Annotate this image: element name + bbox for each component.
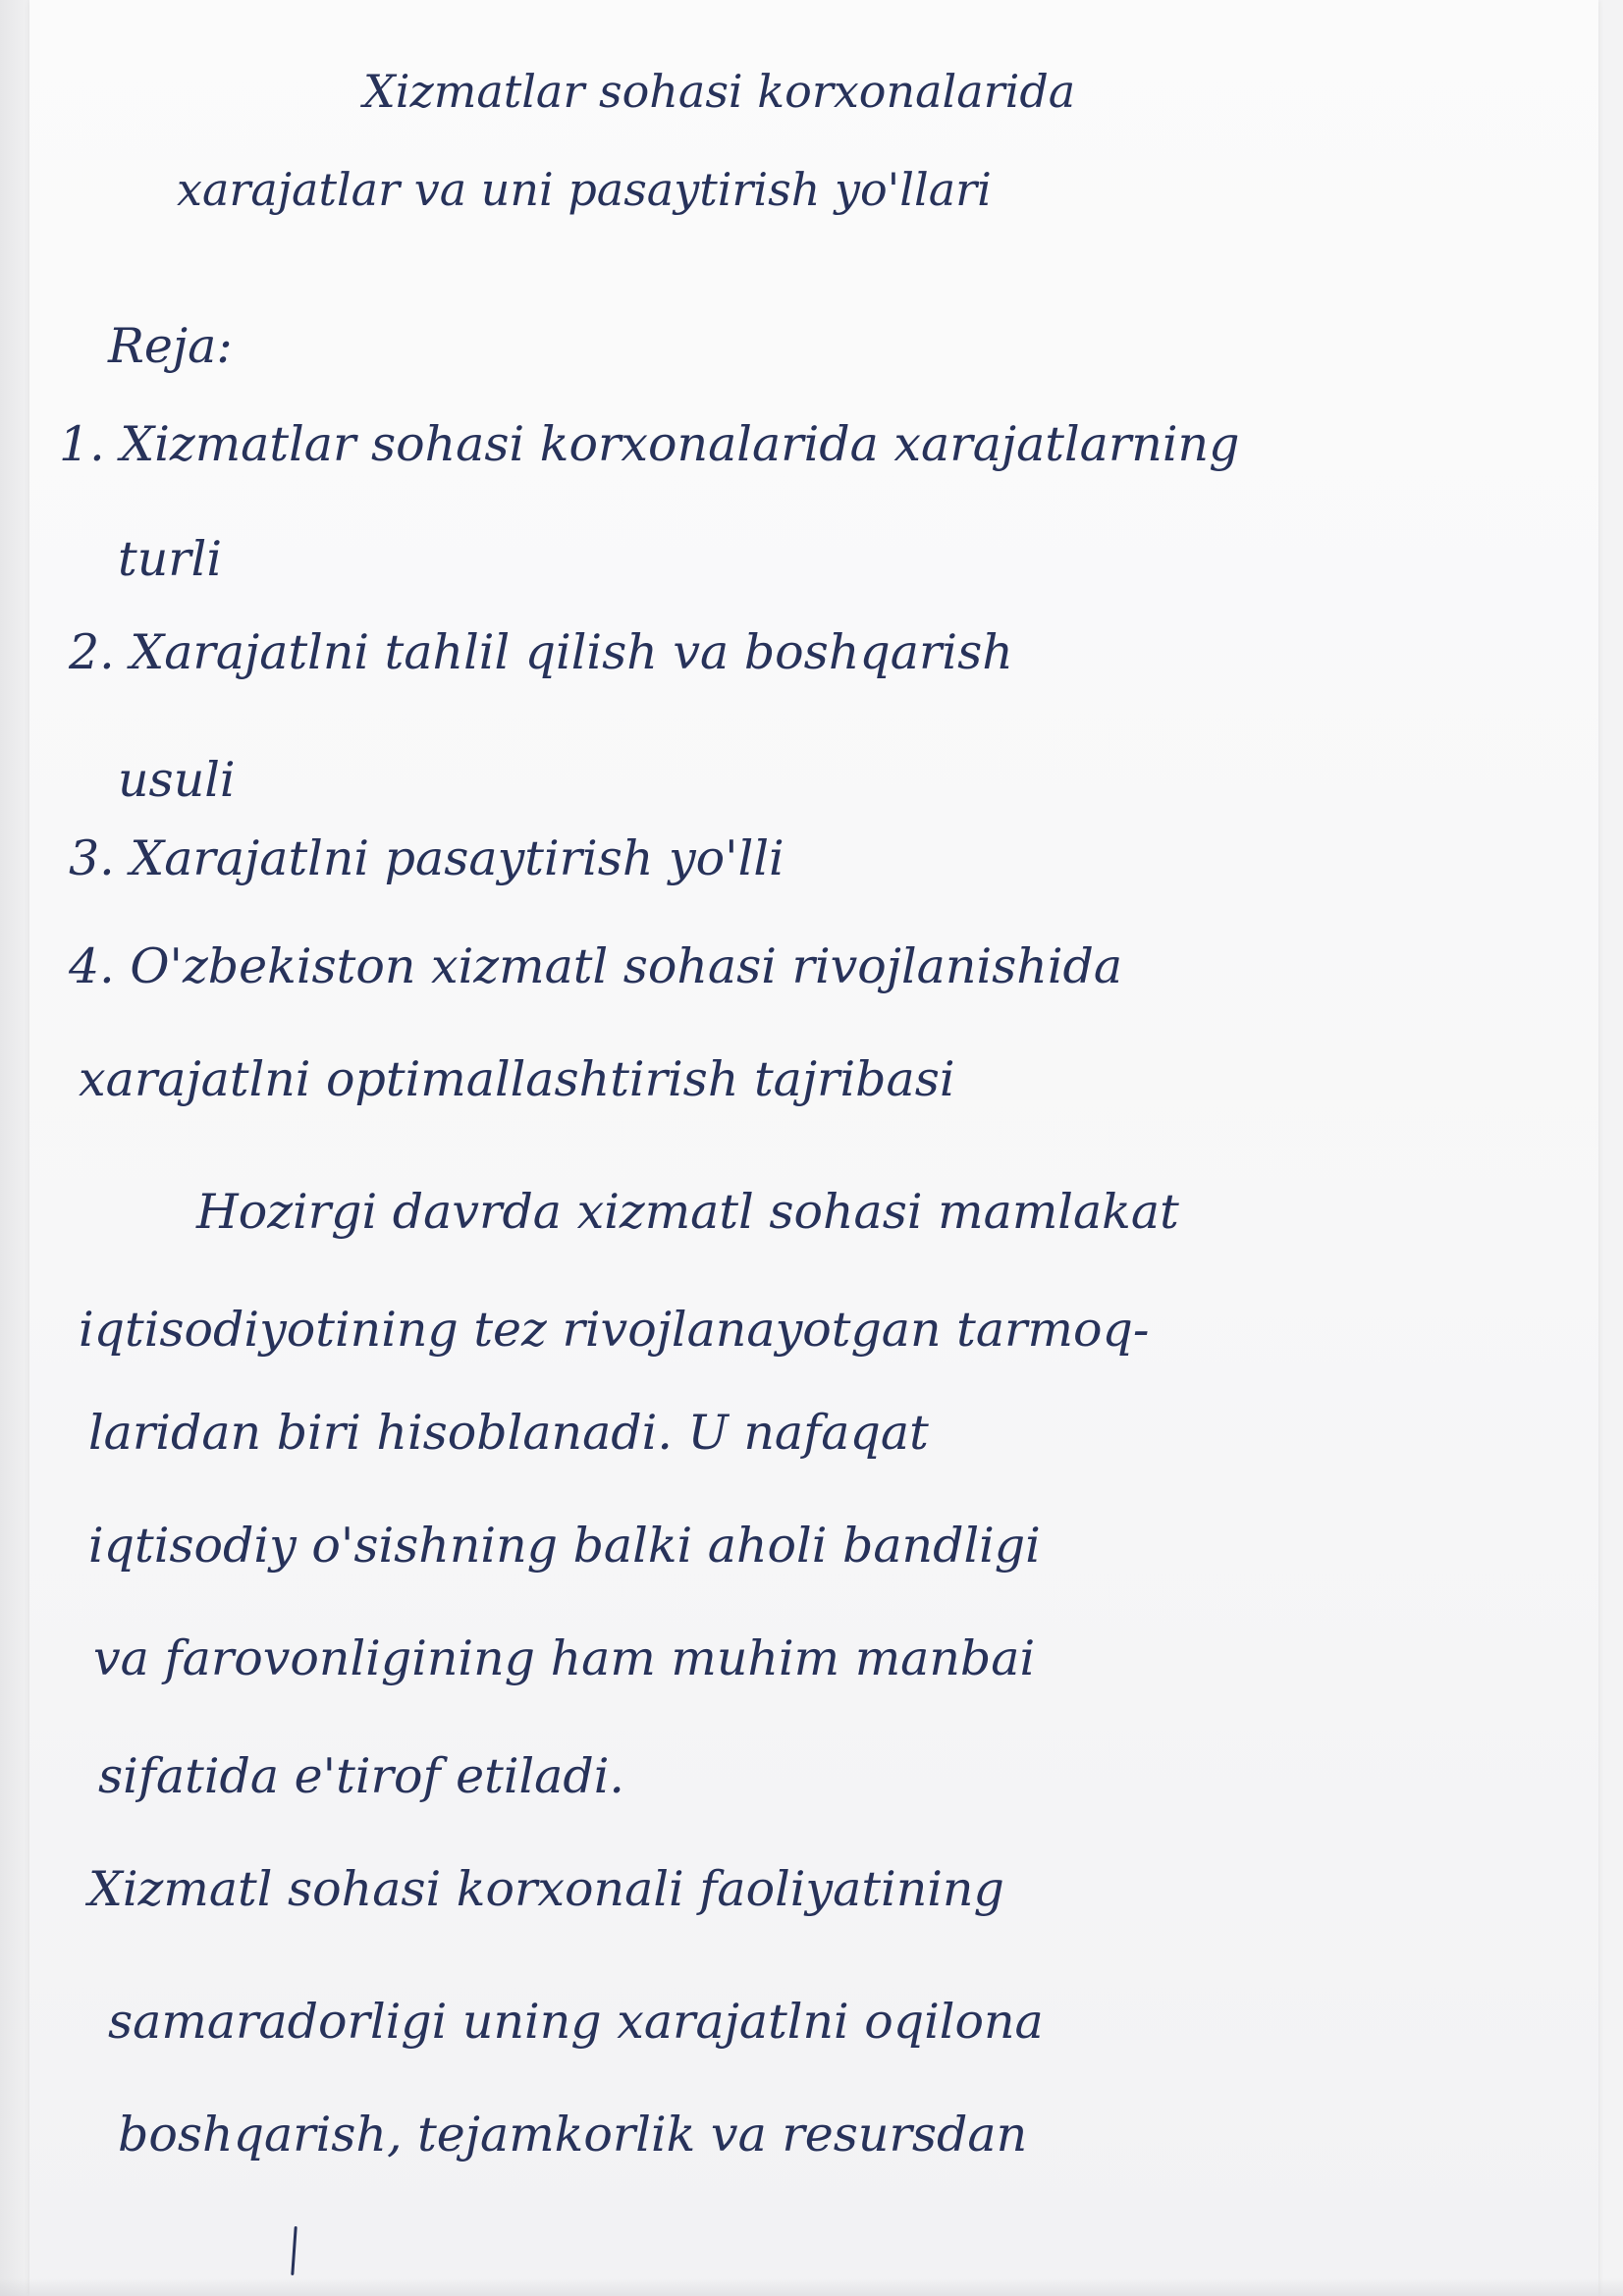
plan-item-2-line-1: 2. Xarajatlni tahlil qilish va boshqarish — [69, 624, 1013, 680]
plan-item-4-line-1: 4. O'zbekiston xizmatl sohasi rivojlanishida — [69, 938, 1123, 994]
paragraph-2-line-1: Xizmatl sohasi korxonali faoliyatining — [88, 1861, 1004, 1917]
plan-item-1-line-2: turli — [118, 531, 223, 587]
plan-item-2-line-2: usuli — [118, 752, 236, 808]
paragraph-1-line-1: Hozirgi davrda xizmatl sohasi mamlakat — [196, 1184, 1179, 1240]
plan-item-1-line-1: 1. Xizmatlar sohasi korxonalarida xarajatlarning — [59, 416, 1240, 472]
title-line-1: Xizmatlar sohasi korxonalarida — [363, 65, 1076, 118]
paragraph-1-line-6: sifatida e'tirof etiladi. — [98, 1748, 625, 1804]
pen-stroke-mark — [291, 2226, 297, 2275]
handwritten-page — [29, 0, 1598, 2296]
plan-item-3: 3. Xarajatlni pasaytirish yo'lli — [69, 830, 784, 886]
title-line-2: xarajatlar va uni pasaytirish yo'llari — [177, 163, 992, 216]
paragraph-1-line-2: iqtisodiyotining tez rivojlanayotgan tarmoq- — [79, 1302, 1150, 1358]
page-bottom-shadow — [0, 2278, 1623, 2296]
plan-item-4-line-2: xarajatlni optimallashtirish tajribasi — [79, 1051, 955, 1107]
paragraph-2-line-3: boshqarish, tejamkorlik va resursdan — [118, 2107, 1028, 2163]
paragraph-1-line-5: va farovonligining ham muhim manbai — [93, 1630, 1036, 1686]
paragraph-2-line-2: samaradorligi uning xarajatlni oqilona — [108, 1994, 1044, 2050]
paragraph-1-line-3: laridan biri hisoblanadi. U nafaqat — [88, 1405, 929, 1461]
plan-heading: Reja: — [108, 318, 233, 374]
paragraph-1-line-4: iqtisodiy o'sishning balki aholi bandligi — [88, 1518, 1041, 1574]
page-left-edge — [0, 0, 29, 2296]
